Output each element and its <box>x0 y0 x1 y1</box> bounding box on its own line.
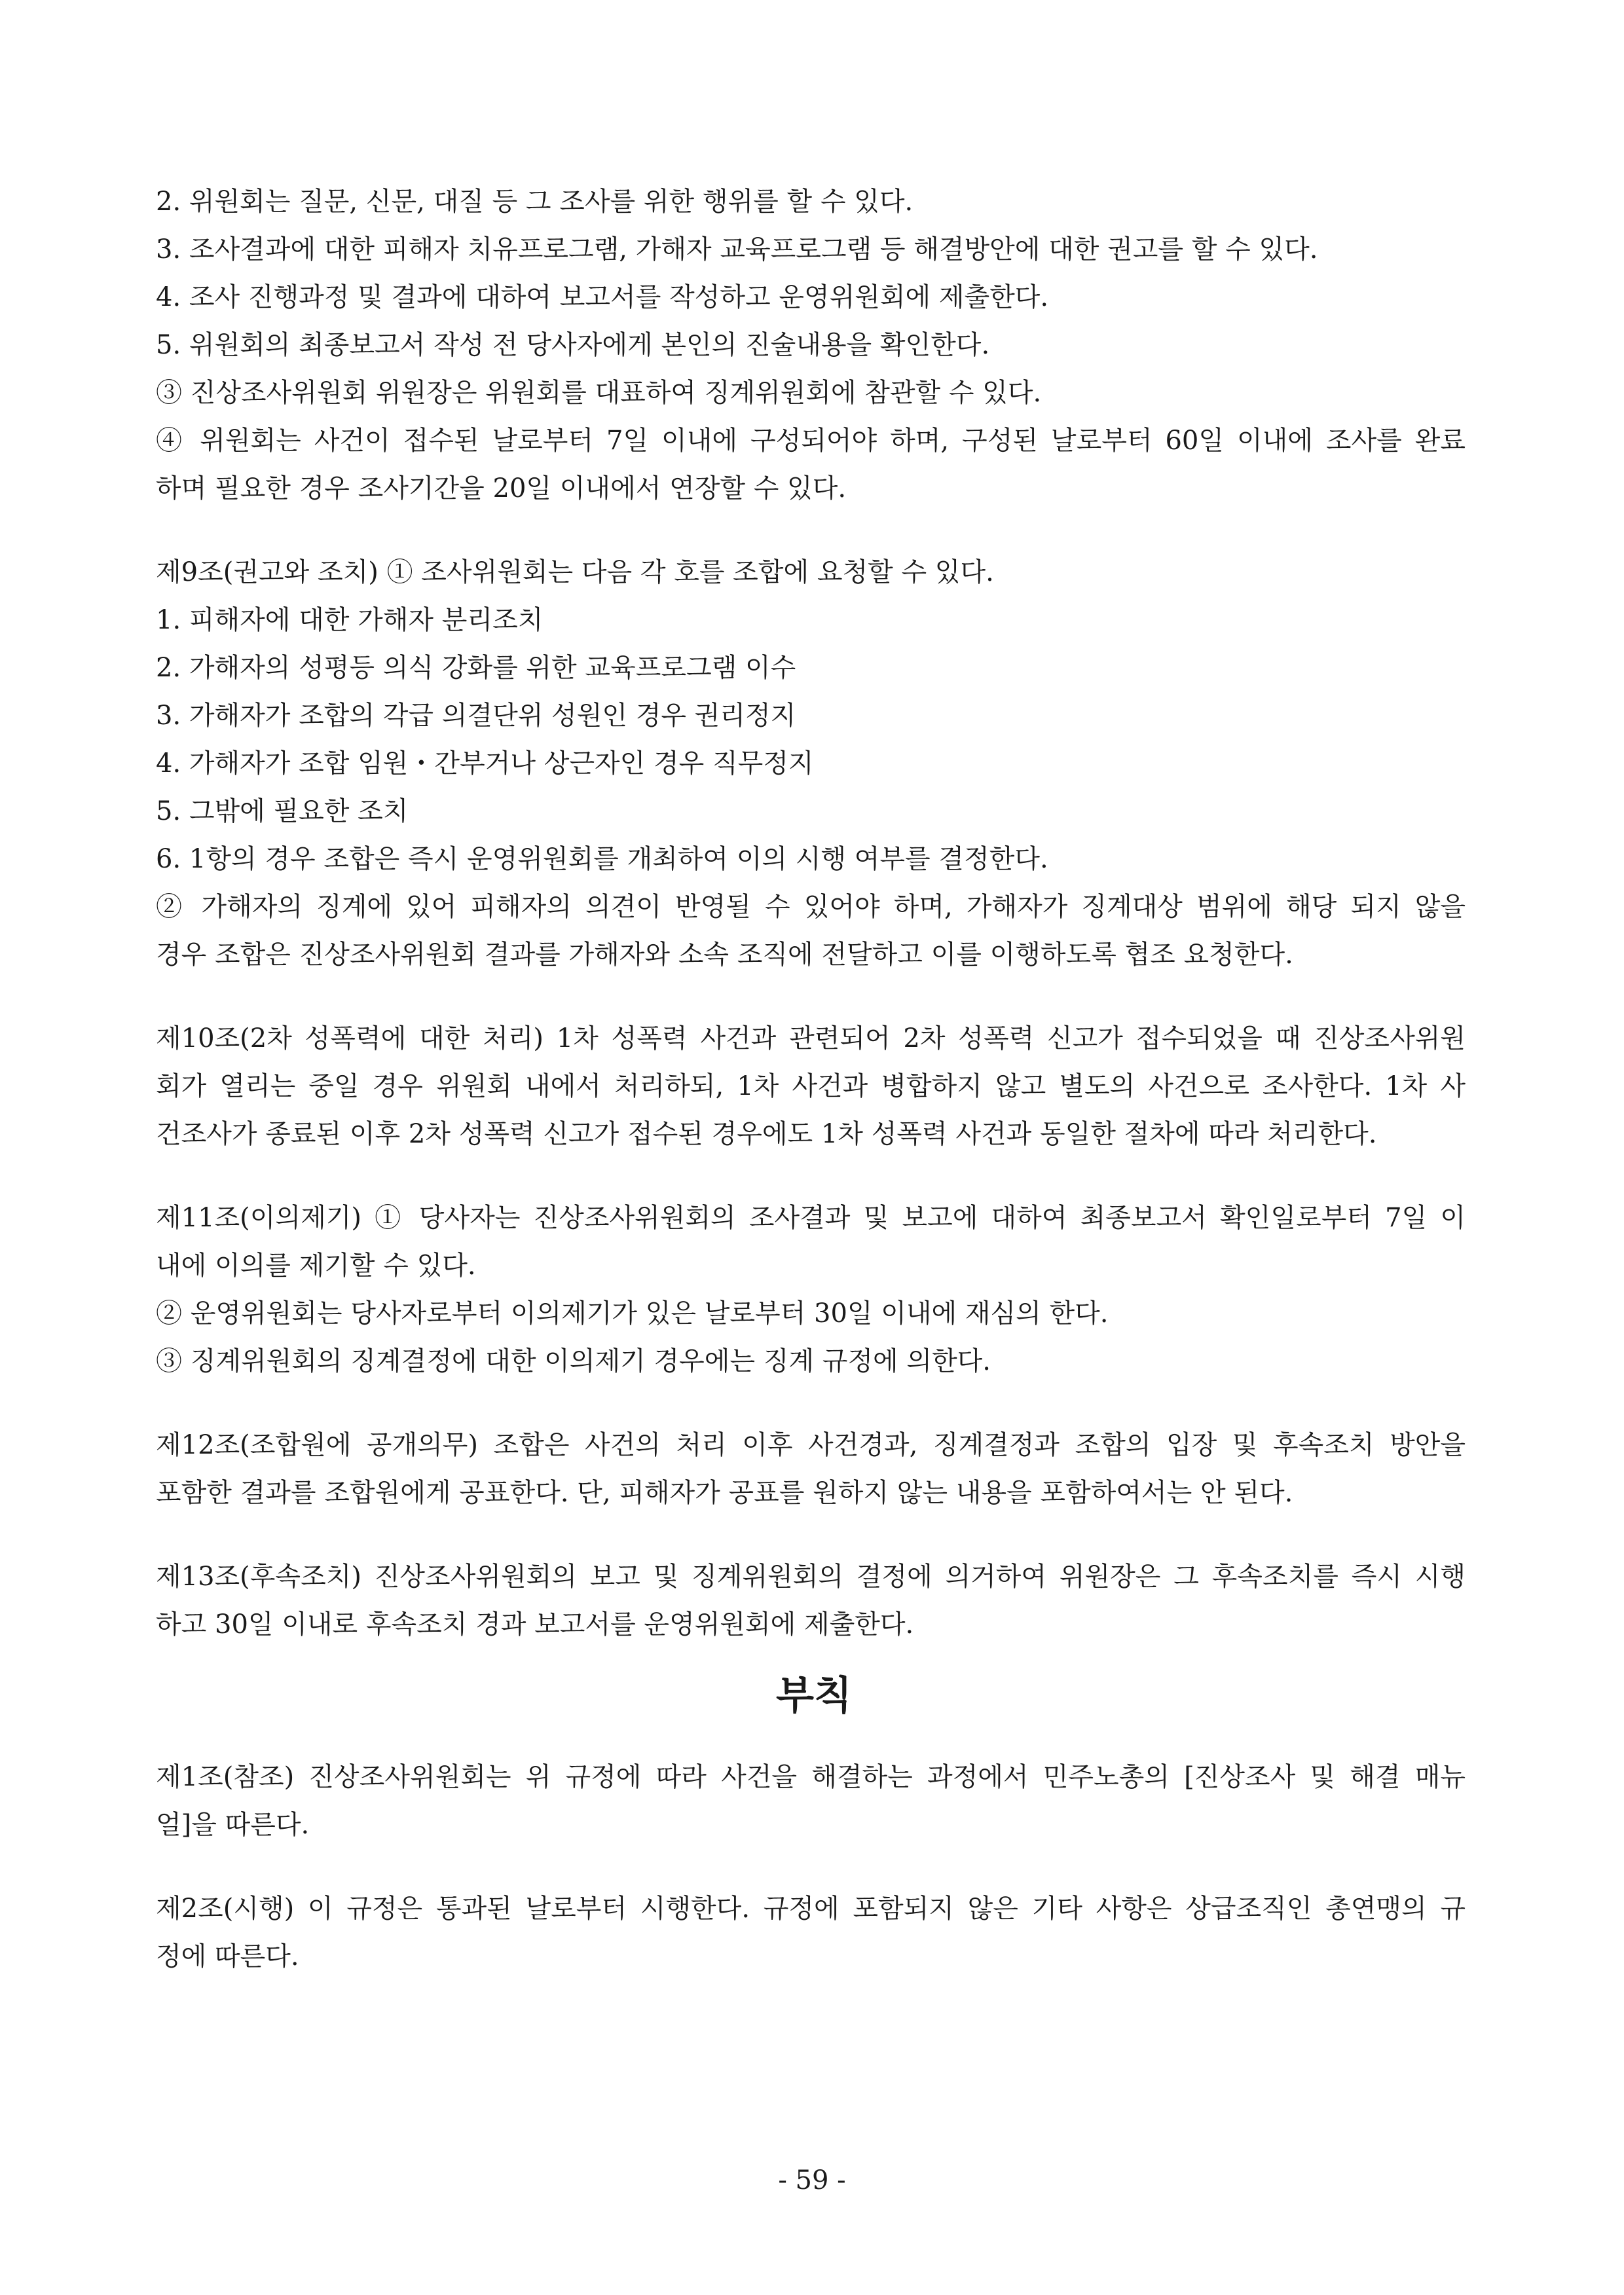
clause-line: ② 가해자의 징계에 있어 피해자의 의견이 반영될 수 있어야 하며, 가해자가 징계대상 범위에 해당 되지 않을 <box>156 892 1466 922</box>
clause-line: 3. 조사결과에 대한 피해자 치유프로그램, 가해자 교육프로그램 등 해결방안에 대한 권고를 할 수 있다. <box>156 234 1318 265</box>
article-heading-line: 제10조(2차 성폭력에 대한 처리) 1차 성폭력 사건과 관련되어 2차 성폭력 신고가 접수되었을 때 진상조사위원 <box>156 1023 1466 1054</box>
clause-line: 포함한 결과를 조합원에게 공표한다. 단, 피해자가 공표를 원하지 않는 내용을 포함하여서는 안 된다. <box>156 1478 1293 1508</box>
clause-line: ③ 진상조사위원회 위원장은 위원회를 대표하여 징계위원회에 참관할 수 있다. <box>156 378 1042 408</box>
appendix-article-1 <box>156 1753 1466 1849</box>
clause-line: 내에 이의를 제기할 수 있다. <box>156 1251 476 1281</box>
clause-line: 회가 열리는 중일 경우 위원회 내에서 처리하되, 1차 사건과 병합하지 않고 별도의 사건으로 조사한다. 1차 사 <box>156 1071 1466 1101</box>
article-heading-line: 제13조(후속조치) 진상조사위원회의 보고 및 징계위원회의 결정에 의거하여 위원장은 그 후속조치를 즉시 시행 <box>156 1562 1466 1592</box>
paragraph-gap <box>156 1386 1466 1422</box>
clause-line: 건조사가 종료된 이후 2차 성폭력 신고가 접수된 경우에도 1차 성폭력 사건과 동일한 절차에 따라 처리한다. <box>156 1119 1377 1149</box>
article-9 <box>156 549 1466 979</box>
appendix-article-2 <box>156 1885 1466 1981</box>
paragraph-gap <box>156 1158 1466 1194</box>
clause-line: ② 운영위원회는 당사자로부터 이의제기가 있은 날로부터 30일 이내에 재심의 한다. <box>156 1298 1109 1329</box>
clause-line: 5. 위원회의 최종보고서 작성 전 당사자에게 본인의 진술내용을 확인한다. <box>156 330 990 360</box>
clause-line: 경우 조합은 진상조사위원회 결과를 가해자와 소속 조직에 전달하고 이를 이행하도록 협조 요청한다. <box>156 940 1293 970</box>
article-13 <box>156 1553 1466 1649</box>
article-heading-line: 제12조(조합원에 공개의무) 조합은 사건의 처리 이후 사건경과, 징계결정과 조합의 입장 및 후속조치 방안을 <box>156 1430 1466 1460</box>
clause-line: 4. 조사 진행과정 및 결과에 대하여 보고서를 작성하고 운영위원회에 제출한다. <box>156 282 1049 312</box>
paragraph-gap <box>156 513 1466 549</box>
page-number: - 59 - <box>778 2165 846 2195</box>
clause-line: ④ 위원회는 사건이 접수된 날로부터 7일 이내에 구성되어야 하며, 구성된 날로부터 60일 이내에 조사를 완료 <box>156 426 1466 456</box>
clause-line: 2. 가해자의 성평등 의식 강화를 위한 교육프로그램 이수 <box>156 653 796 683</box>
clause-line: 정에 따른다. <box>156 1941 299 1972</box>
paragraph-gap <box>156 979 1466 1015</box>
article-heading-line: 제9조(권고와 조치) ① 조사위원회는 다음 각 호를 조합에 요청할 수 있다. <box>156 557 994 587</box>
appendix-title: 부칙 <box>776 1673 852 1719</box>
clause-line: 6. 1항의 경우 조합은 즉시 운영위원회를 개최하여 이의 시행 여부를 결정한다. <box>156 844 1048 874</box>
clause-line: 하며 필요한 경우 조사기간을 20일 이내에서 연장할 수 있다. <box>156 473 847 504</box>
clause-line: 3. 가해자가 조합의 각급 의결단위 성원인 경우 권리정지 <box>156 701 796 731</box>
section-a <box>156 178 1466 513</box>
article-11 <box>156 1194 1466 1386</box>
article-heading-line: 제11조(이의제기) ① 당사자는 진상조사위원회의 조사결과 및 보고에 대하여 최종보고서 확인일로부터 7일 이 <box>156 1203 1466 1233</box>
paragraph-gap <box>156 1517 1466 1553</box>
article-10 <box>156 1015 1466 1158</box>
paragraph-gap <box>156 1849 1466 1885</box>
page-body <box>156 178 1466 1981</box>
clause-line: 하고 30일 이내로 후속조치 경과 보고서를 운영위원회에 제출한다. <box>156 1609 914 1640</box>
article-heading-line: 제2조(시행) 이 규정은 통과된 날로부터 시행한다. 규정에 포함되지 않은 기타 사항은 상급조직인 총연맹의 규 <box>156 1894 1466 1924</box>
clause-line: 4. 가해자가 조합 임원・간부거나 상근자인 경우 직무정지 <box>156 748 814 779</box>
clause-line: 5. 그밖에 필요한 조치 <box>156 796 409 826</box>
clause-line: ③ 징계위원회의 징계결정에 대한 이의제기 경우에는 징계 규정에 의한다. <box>156 1346 991 1376</box>
article-12 <box>156 1422 1466 1517</box>
clause-line: 얼]을 따른다. <box>156 1810 310 1840</box>
clause-line: 1. 피해자에 대한 가해자 분리조치 <box>156 605 544 635</box>
clause-line: 2. 위원회는 질문, 신문, 대질 등 그 조사를 위한 행위를 할 수 있다. <box>156 187 913 217</box>
article-heading-line: 제1조(참조) 진상조사위원회는 위 규정에 따라 사건을 해결하는 과정에서 민주노총의 [진상조사 및 해결 매뉴 <box>156 1762 1466 1792</box>
